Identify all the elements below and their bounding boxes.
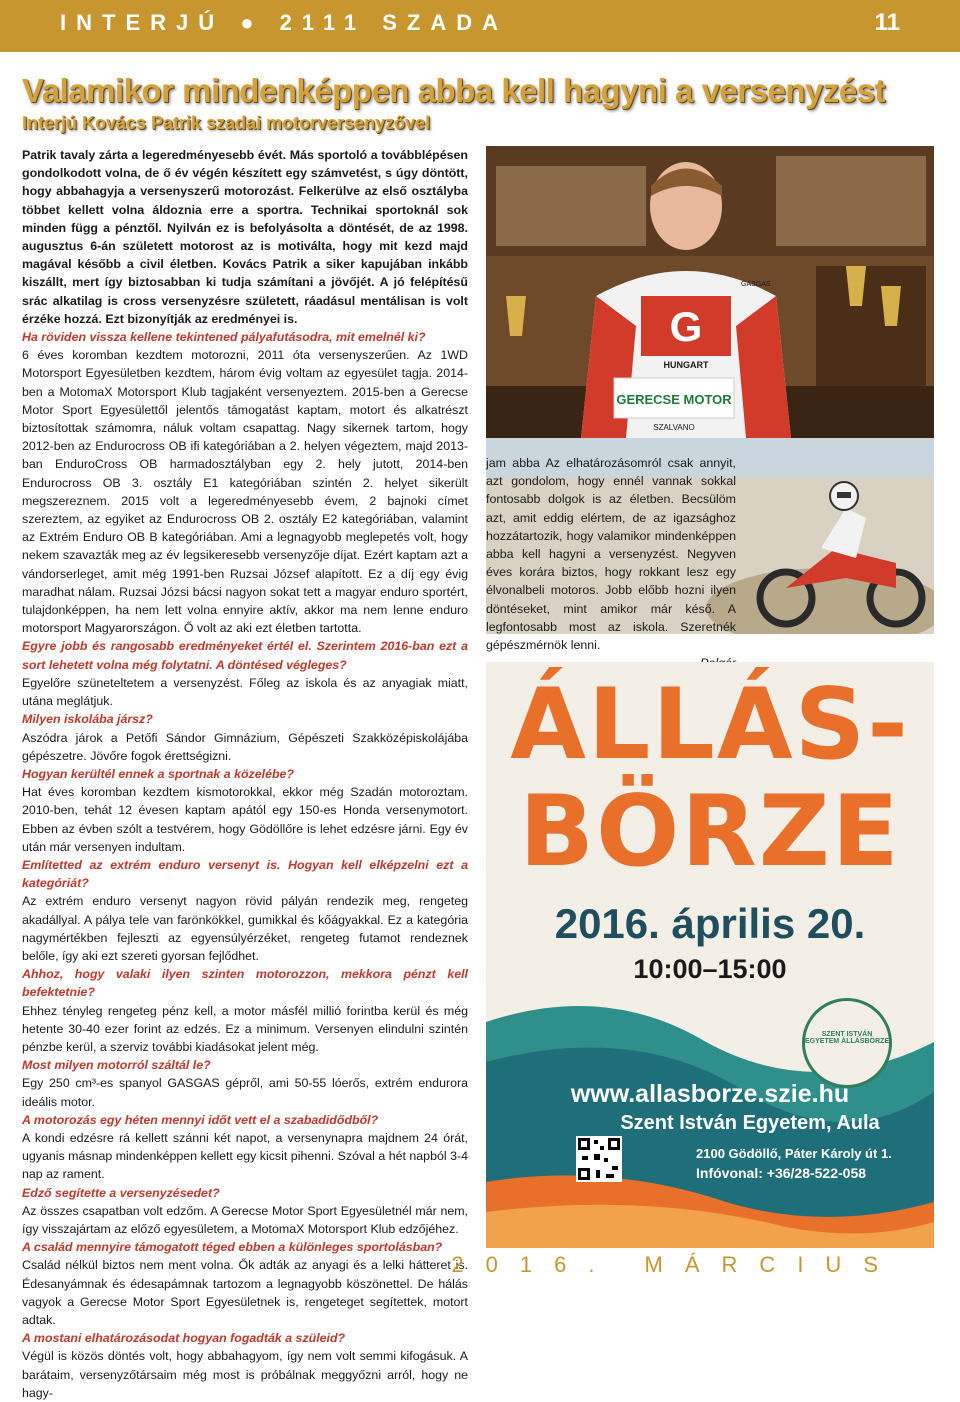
interview-question: A mostani elhatározásodat hogyan fogadták a szüleid?: [22, 1331, 346, 1346]
interview-answer: Aszódra járok a Petőfi Sándor Gimnázium, Gépészeti Szakközépiskolájába gépészetre. Jövőre fogok érettségizni.: [22, 730, 468, 763]
portrait-photo-illustration: [486, 146, 934, 438]
section-title: INTERJÚ ● 2111 SZADA: [60, 10, 509, 35]
interview-question: Milyen iskolába jársz?: [22, 712, 153, 727]
article-subheadline: Interjú Kovács Patrik szadai motorversenyzővel: [22, 113, 431, 133]
qr-pattern: [576, 1136, 622, 1182]
interview-answer: Az extrém enduro versenyt nagyon rövid pályán rendezik meg, rengeteg akadállyal. A pálya tele van farönkökkel, gumikkal és kőágyakkal. Ez a kategória nagymértékben fejleszti az egyensúlyérzéket, rengeteg futamot rendeznek belőle, így aki ezt szereti gyorsan fejlődhet.: [22, 894, 468, 963]
interview-answer: Ehhez tényleg rengeteg pénz kell, a motor másfél millió forintba kerül és még hetente 30-40 ezer forint az edzés. Ez a minimum. Versenyen elindulni szintén pénzbe kerül, a szerviz további kiadásokat jelent még.: [22, 1003, 468, 1054]
poster-phone: Infóvonal: +36/28-522-058: [696, 1165, 867, 1181]
poster-title-line1: ÁLLÁS-: [510, 668, 910, 782]
interview-question: Edző segítette a versenyzésedet?: [22, 1185, 220, 1200]
interview-answer: Egyelőre szüneteltetem a versenyzést. Főleg az iskola és az anyagiak miatt, utána meglátjuk.: [22, 675, 468, 709]
university-seal-icon: [802, 998, 892, 1088]
interview-question: A motorozás egy héten mennyi időt vett el a szabadidődből?: [22, 1112, 379, 1127]
interview-question: Ha röviden vissza kellene tekintened pályafutásodra, mit emelnél ki?: [22, 330, 426, 345]
job-fair-poster: [486, 662, 934, 1248]
poster-time: 10:00–15:00: [633, 954, 787, 984]
shirt-text-hungart: HUNGART: [663, 360, 709, 370]
article-lead: Patrik tavaly zárta a legeredményesebb évét. Más sportoló a továbblépésen gondolkodott volna, de ő év végén készített egy számvetést, s úgy döntött, hogy abbahagyja a versenyszerű motorozást. Felkerülve az első osztályba többet kellett volna áldoznia erre a sportra. Technikai sportoknál sok minden függ a pénztől. Nyilván ez is befolyásolta a döntését, de az 1998. augusztus 6-án született motorost az is motiválta, hogy mit kezd majd magával később a civil életben. Kovács Patrik a siker kapujában inkább kiszállt, mert így biztosabban ki tudja számítani a jövőjét. A jó felépítésű srác alkatilag is cross versenyzésre született, ráadásul mentálisan is volt érzéke hozzá. Ezt bizonyítják az eredményei is.: [22, 148, 468, 326]
interview-answer: 6 éves koromban kezdtem motorozni, 2011 óta versenyszerűen. Az 1WD Motorsport Egyesületben kezdtem, három évig voltam az egyesület tagja. 2014-ben a MotomaX Motorsport Klub tagjaként versenyeztem. 2015-ben a Gerecse Motor Sport Egyesülettől jelentős támogatást kaptam, motort és alkatrészt biztosítottak számomra, náluk voltam csapattag. Nagy sikernek tartom, hogy 2012-ben az Endurocross OB ifi kategóriában a 2. helyen végeztem, majd 2013-ban EnduroCross OB harmadosztályban egy 2. hely jutott, 2014-ben Endurocross OB 3. osztály E1 kategóriában szintén 2. helyet sikerült megszereznem. 2015 volt a legeredményesebb évem, 2 bajnoki címet szereztem, az egyiket az Endurocross OB 2. osztály E2 kategóriában, valamint az Extrém Enduro OB B kategóriában. Ami a legnagyobb meglepetés volt, hogy nekem szavazták meg az év legsikeresebb versenyzője díjat. Ezért kaptam azt a vándorserleget, amit még 1991-ben Ruzsai József alapított. Ez a díj egy évig maradhat nálam. Ruzsai Józsi bácsi nagyon sokat tett a magyar enduro sportért, tulajdonképpen, ha nem lett volna ennyire aktív, akkor ma nem lenne enduro motorsport Magyarországon. Ő volt az aki ezt életben tartotta.: [22, 348, 468, 636]
interview-question: Hogyan kerültél ennek a sportnak a közelébe?: [22, 766, 294, 781]
interview-answer: Az összes csapatban volt edzőm. A Gerecse Motor Sport Egyesületnél már nem, így visszajártam az előző egyesületem, a MotomaX Motorsport Klub edzőjéhez.: [22, 1203, 468, 1236]
page-number: 11: [874, 9, 900, 36]
interview-question: Egyre jobb és rangosabb eredményeket értél el. Szerintem 2016-ban ezt a sort lehetett volna még folytatni. A döntésed végleges?: [22, 639, 468, 672]
poster-url[interactable]: www.allasborze.szie.hu: [570, 1080, 850, 1108]
shirt-sponsor-gerecse: GERECSE MOTOR: [616, 392, 732, 407]
continuation-text: jam abba Az elhatározásomról csak annyit, azt gondolom, hogy ennél vannak sokkal fontosabb dolgok is az életben. Becsülöm azt, amit eddig elértem, de az igazsághoz hozzátartozik, hogy valamikor mindenképpen abba kell hagyni a versenyzést. Negyven éves korára biztos, hogy rokkant lesz egy élvonalbeli motoros. Jobb előbb hozni ilyen döntéseket, mint amikor már késő. A legfontosabb most az iskola. Szeretnék gépészmérnök lenni.: [486, 456, 736, 653]
seal-text: SZENT ISTVÁN EGYETEM ÁLLÁSBÖRZE: [805, 1031, 890, 1045]
poster-venue: Szent István Egyetem, Aula: [620, 1112, 880, 1134]
poster-title-line2: BÖRZE: [519, 775, 901, 889]
poster-date: 2016. április 20.: [554, 900, 866, 947]
article-body: [22, 146, 468, 1402]
interview-question: Most milyen motorról száltál le?: [22, 1058, 211, 1073]
portrait-photo: [486, 146, 934, 438]
article-headline: Valamikor mindenképpen abba kell hagyni a versenyzést: [22, 72, 886, 109]
interview-answer: Család nélkül biztos nem ment volna. Ők adták az anyagi és a lelki hátteret is. Édesanyámnak és édesapámnak tartozom a legnagyobb köszönettel. De hálás vagyok a Gerecse Motor Sport Egyesületnek is, rengeteget segítettek, motort adtak.: [22, 1258, 468, 1327]
shirt-text-szalvano: SZALVANO: [653, 423, 695, 432]
footer-issue-date: 2016. MÁRCIUS: [451, 1252, 900, 1277]
shirt-brand-gasgas: GASGAS: [741, 281, 771, 288]
interview-answer: A kondi edzésre rá kellett szánni két napot, a versenynapra majdnem 24 órát, ugyanis másnap mindenképpen kellett egy kicsit pihenni. Szóval a hét napból 3-4 nap az rament.: [22, 1130, 468, 1182]
qr-code-icon: [576, 1136, 622, 1182]
header-bar: [0, 0, 960, 52]
interview-answer: Egy 250 cm³-es spanyol GASGAS gépről, ami 50-55 lóerős, extrém endurora ideális motor.: [22, 1076, 468, 1109]
interview-question: A család mennyire támogatott téged ebben a különleges sportolásban?: [22, 1240, 443, 1255]
interview-question: Említetted az extrém enduro versenyt is. Hogyan kell elképzelni ezt a kategóriát?: [22, 857, 468, 891]
interview-answer: Hat éves koromban kezdtem kismotorokkal, ekkor még Szadán motoroztam. 2010-ben, tehát 12 évesen kaptam apától egy 150-es Honda versenymotort. Ebben az évben szólt a testvérem, hogy Gödöllőre is lehet edzésre járni. Egy év után már versenyen indultam.: [22, 785, 468, 854]
article-continuation: [486, 454, 736, 672]
interview-answer: Végül is közös döntés volt, hogy abbahagyom, így nem volt semmi kifogásuk. A barátaim, versenyzőtársaim még most is próbálnak meggyőzni arról, hogy ne hagy-: [22, 1349, 468, 1400]
interview-question: Ahhoz, hogy valaki ilyen szinten motorozzon, mekkora pénzt kell befektetnie?: [22, 967, 468, 1000]
svg-text:G: G: [669, 303, 703, 350]
poster-address: 2100 Gödöllő, Páter Károly út 1.: [696, 1146, 892, 1161]
